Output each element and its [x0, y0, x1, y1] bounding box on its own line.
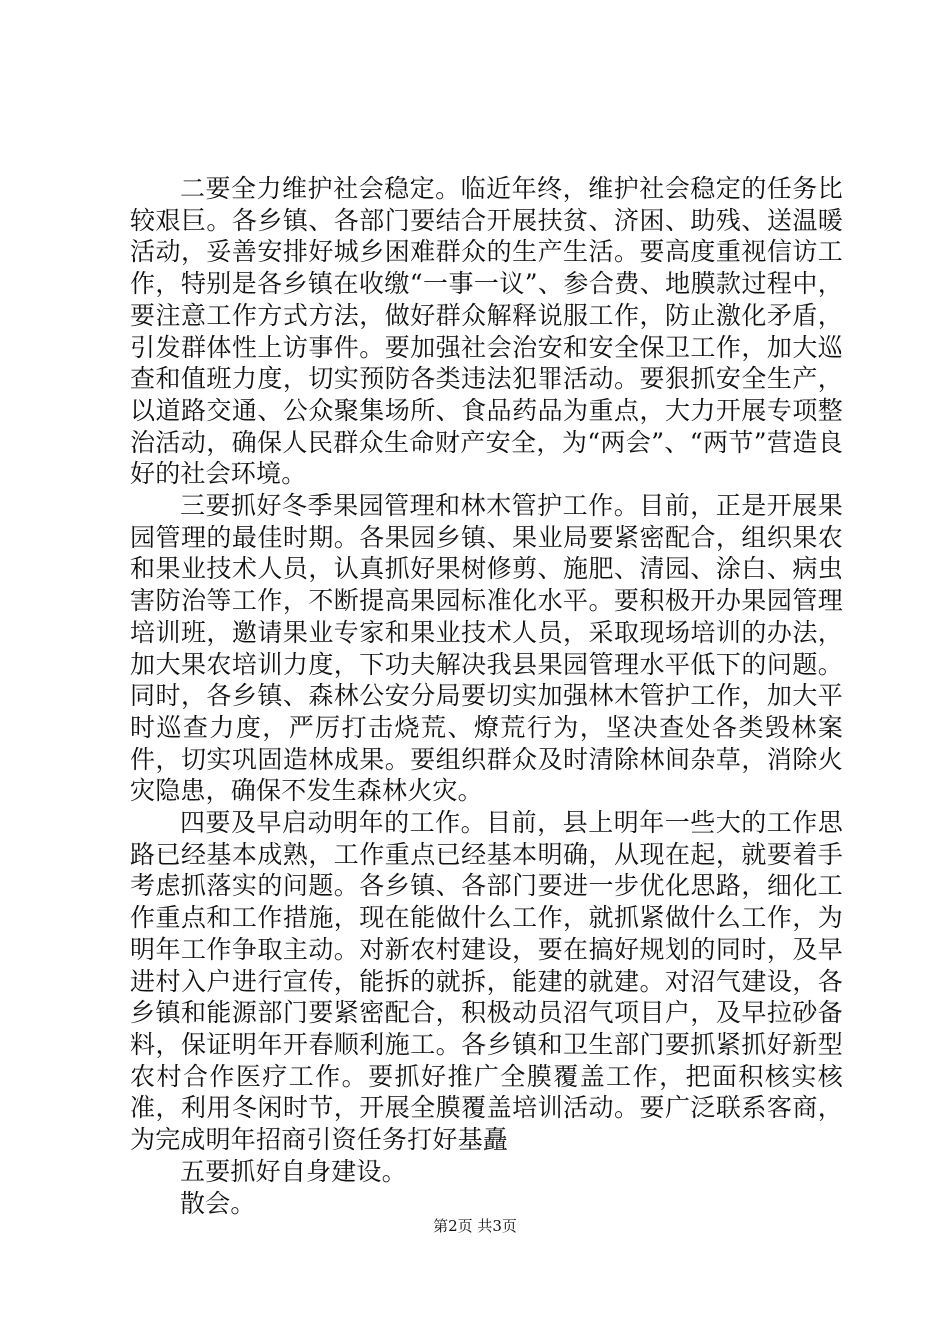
- paragraph-next-year-work: 四要及早启动明年的工作。目前，县上明年一些大的工作思路已经基本成熟，工作重点已经基本明确，从现在起，就要着手考虑抓落实的问题。各乡镇、各部门要进一步优化思路，细化工作重点和工作措施，现在能做什么工作，就抓紧做什么工作，为明年工作争取主动。对新农村建设，要在搞好规划的同时，及早进村入户进行宣传，能拆的就拆，能建的就建。对沼气建设，各乡镇和能源部门要紧密配合，积极动员沼气项目户，及早拉砂备料，保证明年开春顺利施工。各乡镇和卫生部门要抓紧抓好新型农村合作医疗工作。要抓好推广全膜覆盖工作，把面积核实核准，利用冬闲时节，开展全膜覆盖培训活动。要广泛联系客商，为完成明年招商引资任务打好基矗: [130, 808, 843, 1155]
- document-body: [130, 173, 843, 1219]
- paragraph-social-stability: 二要全力维护社会稳定。临近年终，维护社会稳定的任务比较艰巨。各乡镇、各部门要结合开展扶贫、济困、助残、送温暖活动，妥善安排好城乡困难群众的生产生活。要高度重视信访工作，特别是各乡镇在收缴“一事一议”、参合费、地膜款过程中，要注意工作方式方法，做好群众解释说服工作，防止激化矛盾，引发群体性上访事件。要加强社会治安和安全保卫工作，加大巡查和值班力度，切实预防各类违法犯罪活动。要狠抓安全生产，以道路交通、公众聚集场所、食品药品为重点，大力开展专项整治活动，确保人民群众生命财产安全，为“两会”、“两节”营造良好的社会环境。: [130, 174, 843, 489]
- paragraph-orchard-forest-management: 三要抓好冬季果园管理和林木管护工作。目前，正是开展果园管理的最佳时期。各果园乡镇、果业局要紧密配合，组织果农和果业技术人员，认真抓好果树修剪、施肥、清园、涂白、病虫害防治等工作，不断提高果园标准化水平。要积极开办果园管理培训班，邀请果业专家和果业技术人员，采取现场培训的办法，加大果农培训力度，下功夫解决我县果园管理水平低下的问题。同时，各乡镇、森林公安分局要切实加强林木管护工作，加大平时巡查力度，严厉打击烧荒、燎荒行为，坚决查处各类毁林案件，切实巩固造林成果。要组织群众及时清除林间杂草，消除火灾隐患，确保不发生森林火灾。: [130, 491, 843, 806]
- paragraph-adjourn: 散会。: [180, 1188, 256, 1218]
- page-footer: 第2页 共3页: [433, 1217, 517, 1235]
- paragraph-self-building: 五要抓好自身建设。: [180, 1156, 407, 1186]
